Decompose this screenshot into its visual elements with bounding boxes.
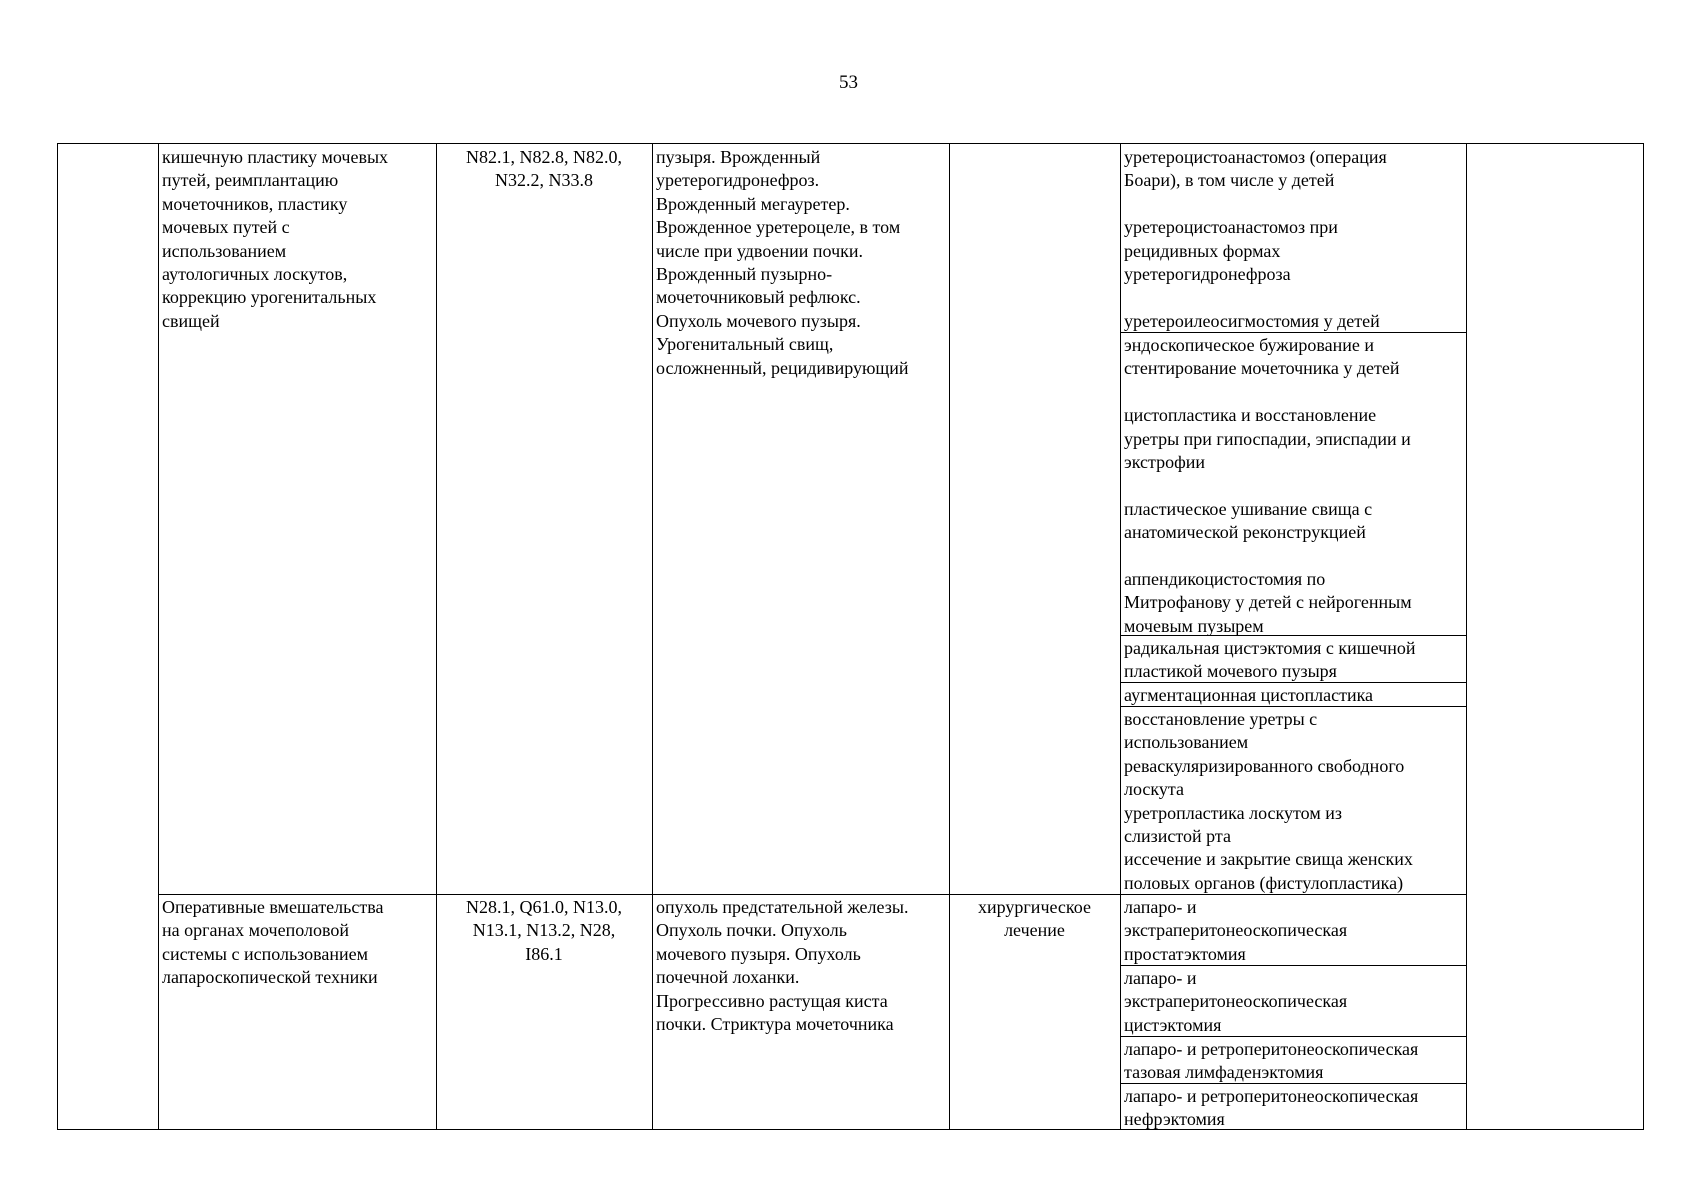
page-number: 53 xyxy=(839,72,858,93)
row1-method-3: радикальная цистэктомия с кишечной пластикой мочевого пузыря xyxy=(1124,638,1416,682)
row1-diagnosis: пузыря. Врожденный уретерогидронефроз. Врожденный мегауретер. Врожденное уретероцеле, в том числе при удвоении почки. Врожденный пузырно- мочеточниковый рефлюкс. Опухоль мочевого пузыря. Урогенитальный свищ, осложненный, рецидивирующий xyxy=(656,147,909,378)
row1-method-5: восстановление уретры с использованием реваскуляризированного свободного лоскута уретропластика лоскутом из слизистой рта иссечение и закрытие свища женских половых органов (фистулопластика) xyxy=(1124,709,1413,893)
row1-method-1: уретероцистоанастомоз (операция Боари), в том числе у детей уретероцистоанастомоз при рецидивных формах уретерогидронефроза уретероилеосигмостомия у детей xyxy=(1124,147,1387,331)
row2-method-2: лапаро- и экстраперитонеоскопическая цистэктомия xyxy=(1124,968,1348,1035)
column-divider xyxy=(436,144,437,1129)
row1-service-name: кишечную пластику мочевых путей, реимплантацию мочеточников, пластику мочевых путей с использованием аутологичных лоскутов, коррекцию урогенитальных свищей xyxy=(162,147,389,331)
column-divider xyxy=(949,144,950,1129)
column-divider xyxy=(1120,144,1121,1129)
row2-service-name: Оперативные вмешательства на органах мочеполовой системы с использованием лапароскопической техники xyxy=(162,897,384,988)
row2-icd-codes: N28.1, Q61.0, N13.0, N13.1, N13.2, N28, I86.1 xyxy=(466,897,622,964)
column-divider xyxy=(1466,144,1467,1129)
row1-method-4: аугментационная цистопластика xyxy=(1124,685,1374,705)
column-divider xyxy=(652,144,653,1129)
row1-icd-codes: N82.1, N82.8, N82.0, N32.2, N33.8 xyxy=(466,147,622,191)
row1-method-2: эндоскопическое бужирование и стентирование мочеточника у детей цистопластика и восстановление уретры при гипоспадии, эписпадии и экстрофии пластическое ушивание свища с анатомической реконструкцией аппендикоцистостомия по Митрофанову у детей с нейрогенным мочевым пузырем xyxy=(1124,335,1412,636)
row2-method-4: лапаро- и ретроперитонеоскопическая нефрэктомия xyxy=(1124,1086,1419,1130)
row2-method-1: лапаро- и экстраперитонеоскопическая простатэктомия xyxy=(1124,897,1348,964)
column-divider xyxy=(158,144,159,1129)
row2-diagnosis: опухоль предстательной железы. Опухоль почки. Опухоль мочевого пузыря. Опухоль почечной лоханки. Прогрессивно растущая киста почки. Стриктура мочеточника xyxy=(656,897,909,1035)
row2-treatment-type: хирургическое лечение xyxy=(978,897,1091,941)
services-table xyxy=(57,143,1644,1130)
row2-method-3: лапаро- и ретроперитонеоскопическая тазовая лимфаденэктомия xyxy=(1124,1039,1419,1083)
